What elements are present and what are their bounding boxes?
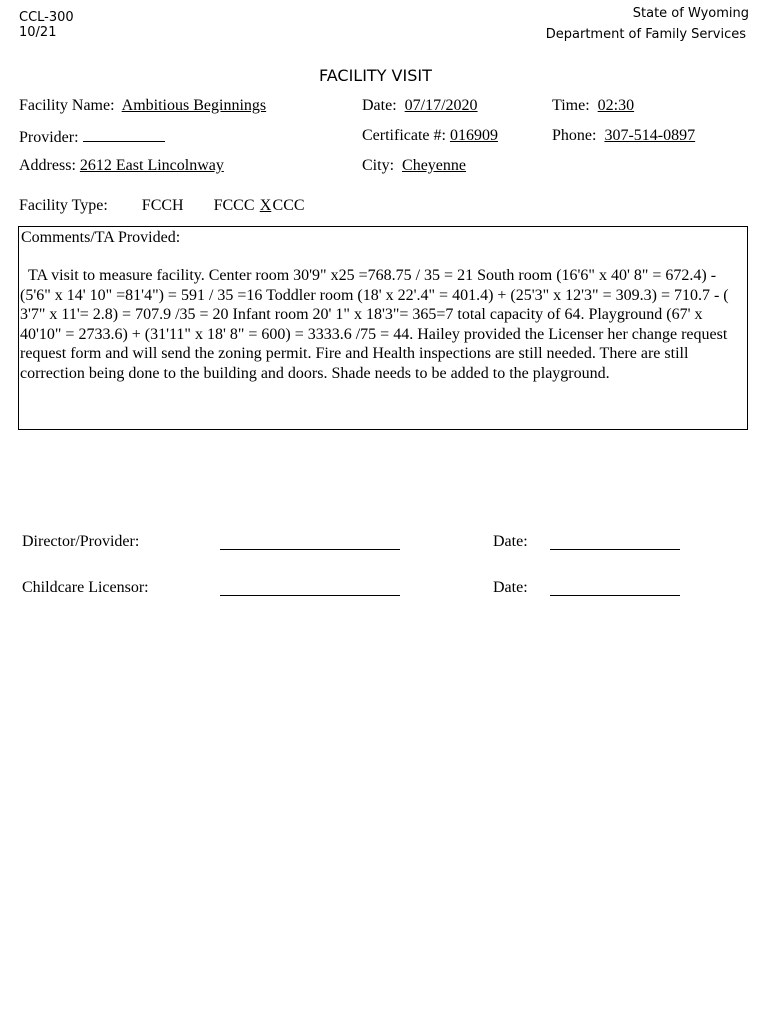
phone-label: Phone:	[552, 127, 597, 144]
licensor-label: Childcare Licensor:	[22, 579, 149, 596]
facility-name-value: Ambitious Beginnings	[121, 97, 267, 114]
facility-type-label: Facility Type:	[19, 197, 108, 214]
time-field	[552, 97, 634, 115]
certificate-label: Certificate #:	[362, 127, 446, 144]
facility-type-option-fccc: FCCC	[213, 197, 255, 214]
date-field	[362, 97, 478, 115]
phone-field	[552, 127, 695, 145]
city-value: Cheyenne	[402, 157, 466, 174]
director-date-line	[550, 549, 680, 550]
licensor-date-line	[550, 595, 680, 596]
certificate-field	[362, 127, 498, 145]
time-value: 02:30	[597, 97, 635, 114]
phone-value: 307-514-0897	[604, 127, 696, 144]
department-name: Department of Family Services	[545, 27, 746, 42]
director-label: Director/Provider:	[22, 533, 140, 550]
address-label: Address:	[19, 157, 76, 174]
date-value: 07/17/2020	[404, 97, 478, 114]
comments-text	[20, 266, 745, 383]
provider-label: Provider:	[19, 129, 79, 146]
state-name: State of Wyoming	[632, 6, 749, 21]
certificate-value: 016909	[449, 127, 498, 144]
address-value: 2612 East Lincolnway	[79, 157, 224, 174]
facility-name-field	[19, 97, 266, 115]
facility-type-option-fcch: FCCH	[141, 197, 184, 214]
licensor-signature-line	[220, 595, 400, 596]
page-title: FACILITY VISIT	[319, 66, 432, 85]
time-label: Time:	[552, 97, 590, 114]
city-label: City:	[362, 157, 395, 174]
address-field	[19, 157, 224, 175]
licensor-date-label: Date:	[493, 579, 528, 596]
facility-name-label: Facility Name:	[19, 97, 115, 114]
director-date-label: Date:	[493, 533, 528, 550]
comments-box	[18, 226, 748, 430]
date-label: Date:	[362, 97, 397, 114]
director-signature-line	[220, 549, 400, 550]
comments-body: TA visit to measure facility. Center room 30'9" x25 =768.75 / 35 = 21 South room (16'6" x 40' 8" = 672.4) - (5'6" x 14' 10" =81'4") = 591 / 35 =16 Toddler room (18' x 22'.4" = 401.4) + (25'3" x 12'3" = 309.3) = 710.7 - ( 3'7" x 11'= 2.8) = 707.9 /35 = 20 Infant room 20' 1" x 18'3"= 365=7 total capacity of 64. Playground (67' x 40'10" = 2733.6) + (31'11" x 18' 8" = 600) = 3333.6 /75 = 44. Hailey provided the Licenser her change request request form and will send the zoning permit. Fire and Health inspections are still needed. There are still correction being done to the building and doors. Shade needs to be added to the playground.	[20, 267, 729, 382]
provider-blank	[83, 127, 165, 142]
provider-field	[19, 127, 165, 147]
form-date: 10/21	[19, 25, 57, 40]
form-code: CCL-300	[19, 10, 74, 25]
facility-type-mark-ccc: X	[259, 197, 272, 214]
facility-type-field	[19, 197, 305, 215]
comments-label: Comments/TA Provided:	[21, 229, 181, 246]
city-field	[362, 157, 466, 175]
facility-type-option-ccc: CCC	[272, 197, 305, 214]
